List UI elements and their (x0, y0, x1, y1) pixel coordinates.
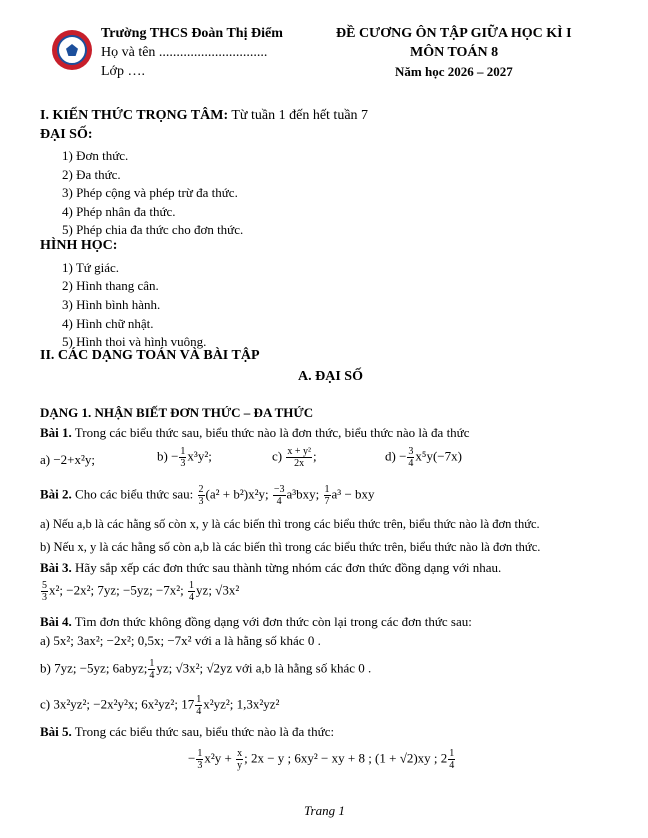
exercise-3-prompt: Bài 3. Hãy sắp xếp các đơn thức sau thành từng nhóm các đơn thức đồng dạng với nhau. (40, 560, 502, 575)
geometry-item: 2) Hình thang cân. (62, 278, 159, 293)
algebra-item: 4) Phép nhân đa thức. (62, 204, 176, 219)
exercise-4a: a) 5x²; 3ax²; −2x²; 0,5x; −7x² với a là hằng số khác 0 . (40, 633, 321, 648)
geometry-item: 3) Hình bình hành. (62, 297, 161, 312)
algebra-item: 2) Đa thức. (62, 167, 121, 182)
section-2-heading: II. CÁC DẠNG TOÁN VÀ BÀI TẬP (40, 348, 260, 363)
exercise-1d: d) − $\frac{3}{4}$ x⁵y(−7x) (385, 446, 462, 469)
geometry-item: 4) Hình chữ nhật. (62, 316, 154, 331)
geometry-item: 1) Tứ giác. (62, 260, 119, 275)
algebra-item: 5) Phép chia đa thức cho đơn thức. (62, 222, 244, 237)
algebra-item: 3) Phép cộng và phép trừ đa thức. (62, 185, 238, 200)
exercise-1b: b) − $\frac{1}{3}$ x³y²; (157, 446, 212, 469)
exercise-1-prompt: Bài 1. Trong các biểu thức sau, biểu thức nào là đơn thức, biểu thức nào là đa thức (40, 425, 470, 440)
exercise-4b: b) 7yz; −5yz; 6abyz; $\frac{1}{4}$ yz; √3x²; √2yz với a,b là hằng số khác 0 . (40, 658, 372, 681)
exercise-1a: a) −2+x²y; (40, 452, 96, 467)
algebra-item: 1) Đơn thức. (62, 148, 129, 163)
exercise-2b: b) Nếu x, y là các hằng số còn a,b là các biến thì trong các biểu thức trên, biểu thức nào là đơn thức. (40, 540, 541, 554)
exercise-5-expressions: − $\frac{1}{3}$ x²y + $\frac{x}{y}$ ; 2x − y ; 6xy² − xy + 8 ; (1 + √2)xy ; 2 $\frac{1}{4}$ (188, 748, 455, 771)
school-year: Năm học 2026 – 2027 (395, 64, 513, 79)
exercise-4-prompt: Bài 4. Tìm đơn thức không đồng dạng với đơn thức còn lại trong các đơn thức sau: (40, 614, 472, 629)
subject-title: MÔN TOÁN 8 (410, 45, 499, 60)
geometry-heading: HÌNH HỌC: (40, 238, 118, 253)
exercise-2-prompt: Bài 2. Cho các biểu thức sau: $\frac{2}{3}$ (a² + b²)x²y; $\frac{-3}{4}$ a³bxy; $\frac{1}{7}$ a³ − bxy (40, 484, 375, 507)
exercise-1c: c) $\frac{\text{x + y²}}{2x}$ ; (272, 446, 317, 469)
exercise-3-expressions: $\frac{5}{3}$ x²; −2x²; 7yz; −5yz; −7x²; $\frac{1}{4}$ yz; √3x² (42, 580, 240, 603)
exercise-4c: c) 3x²yz²; −2x²y²x; 6x²yz²; 17 $\frac{1}{4}$ x²yz²; 1,3x²yz² (40, 694, 280, 717)
section-1-heading: I. KIẾN THỨC TRỌNG TÂM: Từ tuần 1 đến hết tuần 7 (40, 108, 369, 123)
part-a-heading: A. ĐẠI SỐ (298, 369, 363, 384)
exercise-2a: a) Nếu a,b là các hằng số còn x, y là các biến thì trong các biểu thức trên, biểu thức nào là đơn thức. (40, 517, 540, 531)
page-number: Trang 1 (304, 803, 345, 818)
dang-1-heading: DẠNG 1. NHẬN BIẾT ĐƠN THỨC – ĐA THỨC (40, 405, 314, 420)
exercise-5-prompt: Bài 5. Trong các biểu thức sau, biểu thức nào là đa thức: (40, 724, 335, 739)
algebra-heading: ĐẠI SỐ: (40, 127, 93, 142)
class-field: Lớp …. (101, 64, 145, 79)
school-logo (52, 30, 92, 70)
school-name: Trường THCS Đoàn Thị Điểm (101, 26, 283, 41)
document-title: ĐỀ CƯƠNG ÔN TẬP GIỮA HỌC KÌ I (336, 26, 572, 41)
name-field: Họ và tên ............................... (101, 45, 268, 60)
geometry-item: 5) Hình thoi và hình vuông. (62, 334, 207, 349)
